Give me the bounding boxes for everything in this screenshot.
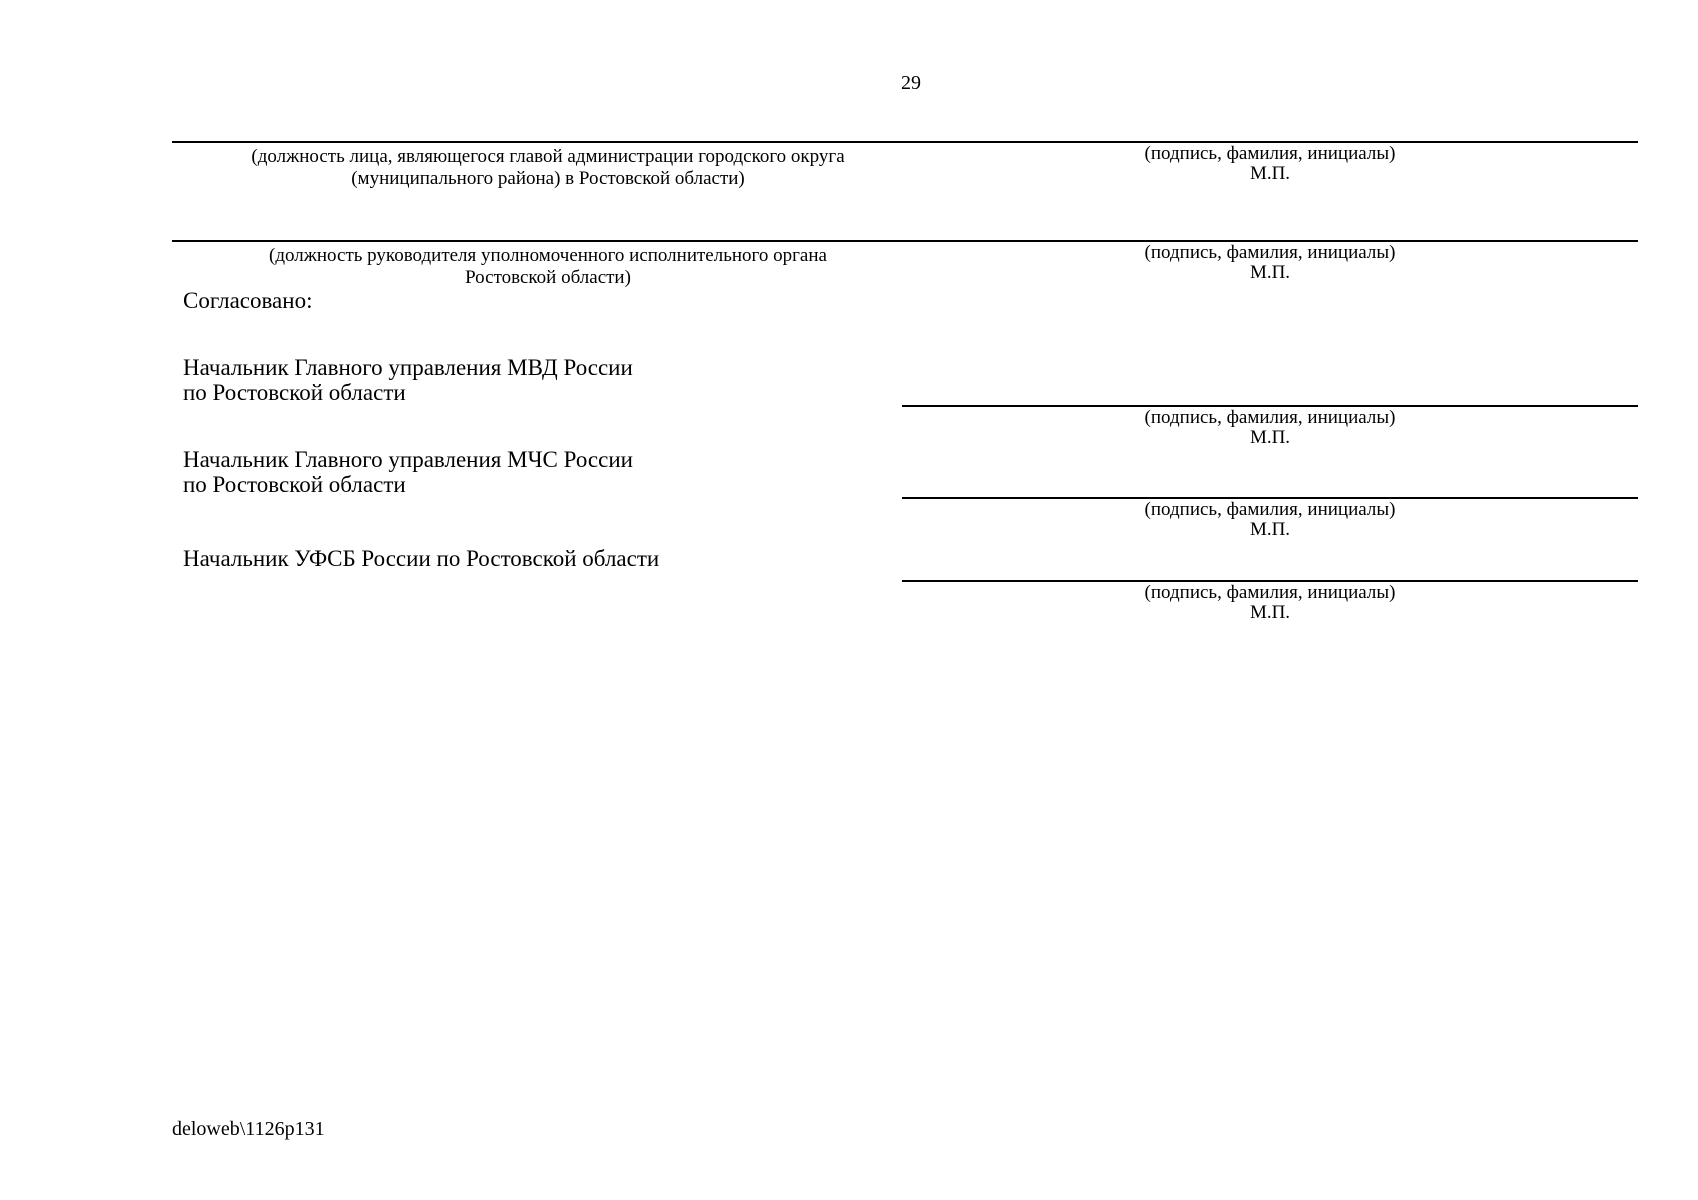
approver-title-line: Начальник Главного управления МВД России — [183, 355, 633, 380]
approver-title-line: Начальник УФСБ России по Ростовской области — [183, 546, 660, 571]
position-caption — [172, 146, 924, 190]
signature-line — [172, 240, 1638, 242]
position-caption-line: (должность лица, являющегося главой администрации городского округа — [251, 146, 845, 167]
signature-caption — [902, 583, 1638, 623]
position-caption-line: (муниципального района) в Ростовской области) — [351, 168, 745, 189]
approver-title-line: Начальник Главного управления МЧС России — [183, 447, 633, 472]
signature-caption — [902, 144, 1638, 184]
approver-title — [183, 355, 633, 405]
approver-title — [183, 447, 633, 497]
signature-caption-text: (подпись, фамилия, инициалы) — [1144, 407, 1396, 428]
approver-title — [183, 546, 659, 571]
approver-title-line: по Ростовской области — [183, 472, 406, 497]
position-caption-line: Ростовской области) — [465, 267, 631, 288]
seal-mark: М.П. — [1249, 262, 1291, 283]
seal-mark: М.П. — [1249, 519, 1291, 540]
signature-caption-text: (подпись, фамилия, инициалы) — [1144, 582, 1396, 603]
signature-caption — [902, 243, 1638, 283]
position-caption — [172, 245, 924, 289]
page-number: 29 — [901, 72, 921, 94]
seal-mark: М.П. — [1249, 427, 1291, 448]
position-caption-line: (должность руководителя уполномоченного исполнительного органа — [269, 245, 827, 266]
agreed-label: Согласовано: — [183, 288, 313, 313]
signature-caption-text: (подпись, фамилия, инициалы) — [1144, 499, 1396, 520]
seal-mark: М.П. — [1249, 602, 1291, 623]
approver-title-line: по Ростовской области — [183, 380, 406, 405]
signature-caption — [902, 500, 1638, 540]
footer-code: deloweb\1126р131 — [172, 1118, 325, 1140]
signature-caption — [902, 408, 1638, 448]
signature-line — [172, 141, 1638, 143]
seal-mark: М.П. — [1249, 163, 1291, 184]
signature-caption-text: (подпись, фамилия, инициалы) — [1144, 242, 1396, 263]
signature-caption-text: (подпись, фамилия, инициалы) — [1144, 143, 1396, 164]
